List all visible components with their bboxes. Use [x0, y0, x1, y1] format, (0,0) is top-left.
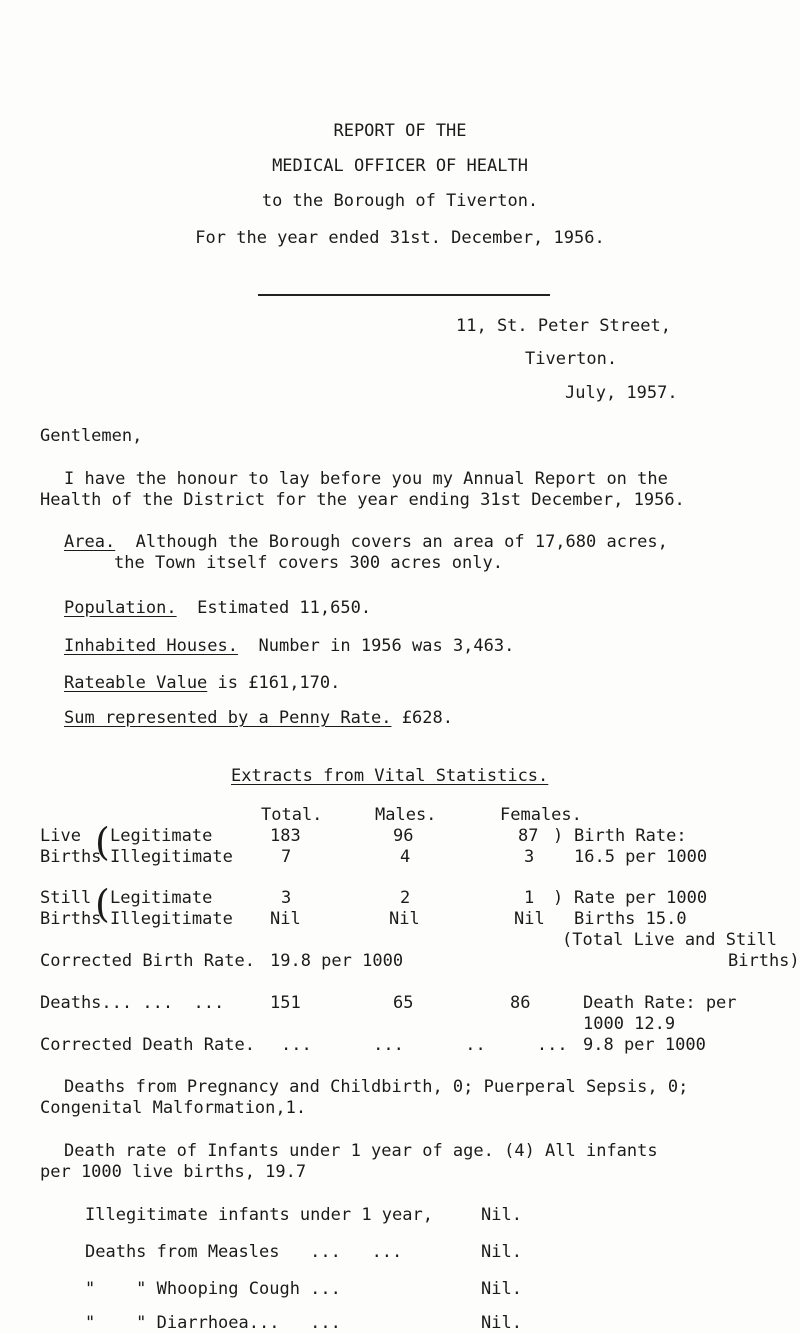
live-legit-label: Legitimate: [110, 826, 213, 846]
infant-line2: per 1000 live births, 19.7: [40, 1162, 307, 1182]
live-illegit-females: 3: [524, 847, 535, 867]
penny-text: £628.: [401, 708, 453, 728]
still-births-label2: Births: [40, 909, 102, 929]
live-legit-males: 96: [393, 826, 414, 846]
report-title-line4: For the year ended 31st. December, 1956.: [195, 228, 605, 248]
rateable-heading: Rateable Value: [64, 673, 208, 693]
population-text: Estimated 11,650.: [197, 598, 372, 618]
still-legit-males: 2: [400, 888, 411, 908]
still-rate-paren: ): [553, 888, 564, 908]
area-heading: Area.: [64, 532, 116, 552]
deaths-males: 65: [393, 993, 414, 1013]
report-title-line2: MEDICAL OFFICER OF HEALTH: [272, 156, 528, 176]
header-divider: [258, 294, 550, 296]
corrected-birth-value: 19.8 per 1000: [270, 951, 404, 971]
still-births-label1: Still: [40, 888, 92, 908]
col-total-header: Total.: [261, 805, 323, 825]
deaths-label: Deaths... ... ...: [40, 993, 225, 1013]
houses-text: Number in 1956 was 3,463.: [258, 636, 515, 656]
still-legit-females: 1: [524, 888, 535, 908]
still-rate-line4: Births): [728, 951, 800, 971]
area-line2: the Town itself covers 300 acres only.: [114, 553, 503, 573]
population-heading: Population.: [64, 598, 177, 618]
still-births-bracket: (: [95, 882, 110, 926]
live-illegit-label: Illegitimate: [110, 847, 233, 867]
still-legit-label: Legitimate: [110, 888, 213, 908]
live-legit-total: 183: [270, 826, 301, 846]
still-rate-line2: Births 15.0: [574, 909, 687, 929]
salutation: Gentlemen,: [40, 426, 143, 446]
penny-heading: Sum represented by a Penny Rate.: [64, 708, 392, 728]
birth-rate-paren: ): [553, 826, 564, 846]
live-illegit-males: 4: [400, 847, 411, 867]
live-legit-females: 87: [518, 826, 539, 846]
address-street: 11, St. Peter Street,: [456, 316, 671, 336]
list-item-measles-label: Deaths from Measles ... ...: [85, 1242, 403, 1262]
still-illegit-total: Nil: [270, 909, 301, 929]
houses-heading: Inhabited Houses.: [64, 636, 238, 656]
deaths-females: 86: [510, 993, 531, 1013]
live-births-label2: Births: [40, 847, 102, 867]
list-item-diarrhoea-value: Nil.: [481, 1313, 522, 1333]
list-item-whooping-label: " " Whooping Cough ...: [85, 1279, 341, 1299]
still-legit-total: 3: [281, 888, 292, 908]
pregnancy-line1: Deaths from Pregnancy and Childbirth, 0; Puerperal Sepsis, 0;: [64, 1077, 689, 1097]
list-item-illegit-label: Illegitimate infants under 1 year,: [85, 1205, 433, 1225]
vital-heading: Extracts from Vital Statistics.: [231, 766, 549, 786]
intro-line2: Health of the District for the year ending 31st December, 1956.: [40, 490, 685, 510]
list-item-whooping-value: Nil.: [481, 1279, 522, 1299]
birth-rate-value: 16.5 per 1000: [574, 847, 708, 867]
rateable-line: [64, 673, 340, 693]
still-illegit-label: Illegitimate: [110, 909, 233, 929]
list-item-illegit-value: Nil.: [481, 1205, 522, 1225]
live-births-bracket: (: [95, 820, 110, 864]
corrected-death-label: Corrected Death Rate.: [40, 1035, 255, 1055]
birth-rate-label: Birth Rate:: [574, 826, 687, 846]
list-item-measles-value: Nil.: [481, 1242, 522, 1262]
corrected-birth-label: Corrected Birth Rate.: [40, 951, 255, 971]
report-title-line3: to the Borough of Tiverton.: [261, 191, 539, 211]
col-females-header: Females.: [500, 805, 582, 825]
corrected-death-value: 9.8 per 1000: [583, 1035, 706, 1055]
corrected-death-dots: ... ... .. ...: [281, 1035, 568, 1055]
infant-line1: Death rate of Infants under 1 year of age. (4) All infants: [64, 1141, 658, 1161]
intro-line1: I have the honour to lay before you my Annual Report on the: [64, 469, 668, 489]
letter-date: July, 1957.: [565, 383, 678, 403]
still-illegit-males: Nil: [389, 909, 420, 929]
still-illegit-females: Nil: [514, 909, 545, 929]
houses-line: [64, 636, 514, 656]
address-town: Tiverton.: [525, 349, 618, 369]
area-text: Although the Borough covers an area of 17,680 acres,: [135, 532, 668, 552]
report-title-line1: REPORT OF THE: [333, 121, 467, 141]
still-rate-line1: Rate per 1000: [574, 888, 708, 908]
penny-line: [64, 708, 453, 728]
live-illegit-total: 7: [281, 847, 292, 867]
deaths-total: 151: [270, 993, 301, 1013]
death-rate-line2: 1000 12.9: [583, 1014, 676, 1034]
rateable-text: is £161,170.: [217, 673, 341, 693]
col-males-header: Males.: [375, 805, 437, 825]
still-rate-line3: (Total Live and Still: [562, 930, 777, 950]
population-line: [64, 598, 371, 618]
list-item-diarrhoea-label: " " Diarrhoea... ...: [85, 1313, 341, 1333]
death-rate-line1: Death Rate: per: [583, 993, 737, 1013]
live-births-label1: Live: [40, 826, 81, 846]
pregnancy-line2: Congenital Malformation,1.: [40, 1098, 307, 1118]
area-line1: [64, 532, 668, 552]
